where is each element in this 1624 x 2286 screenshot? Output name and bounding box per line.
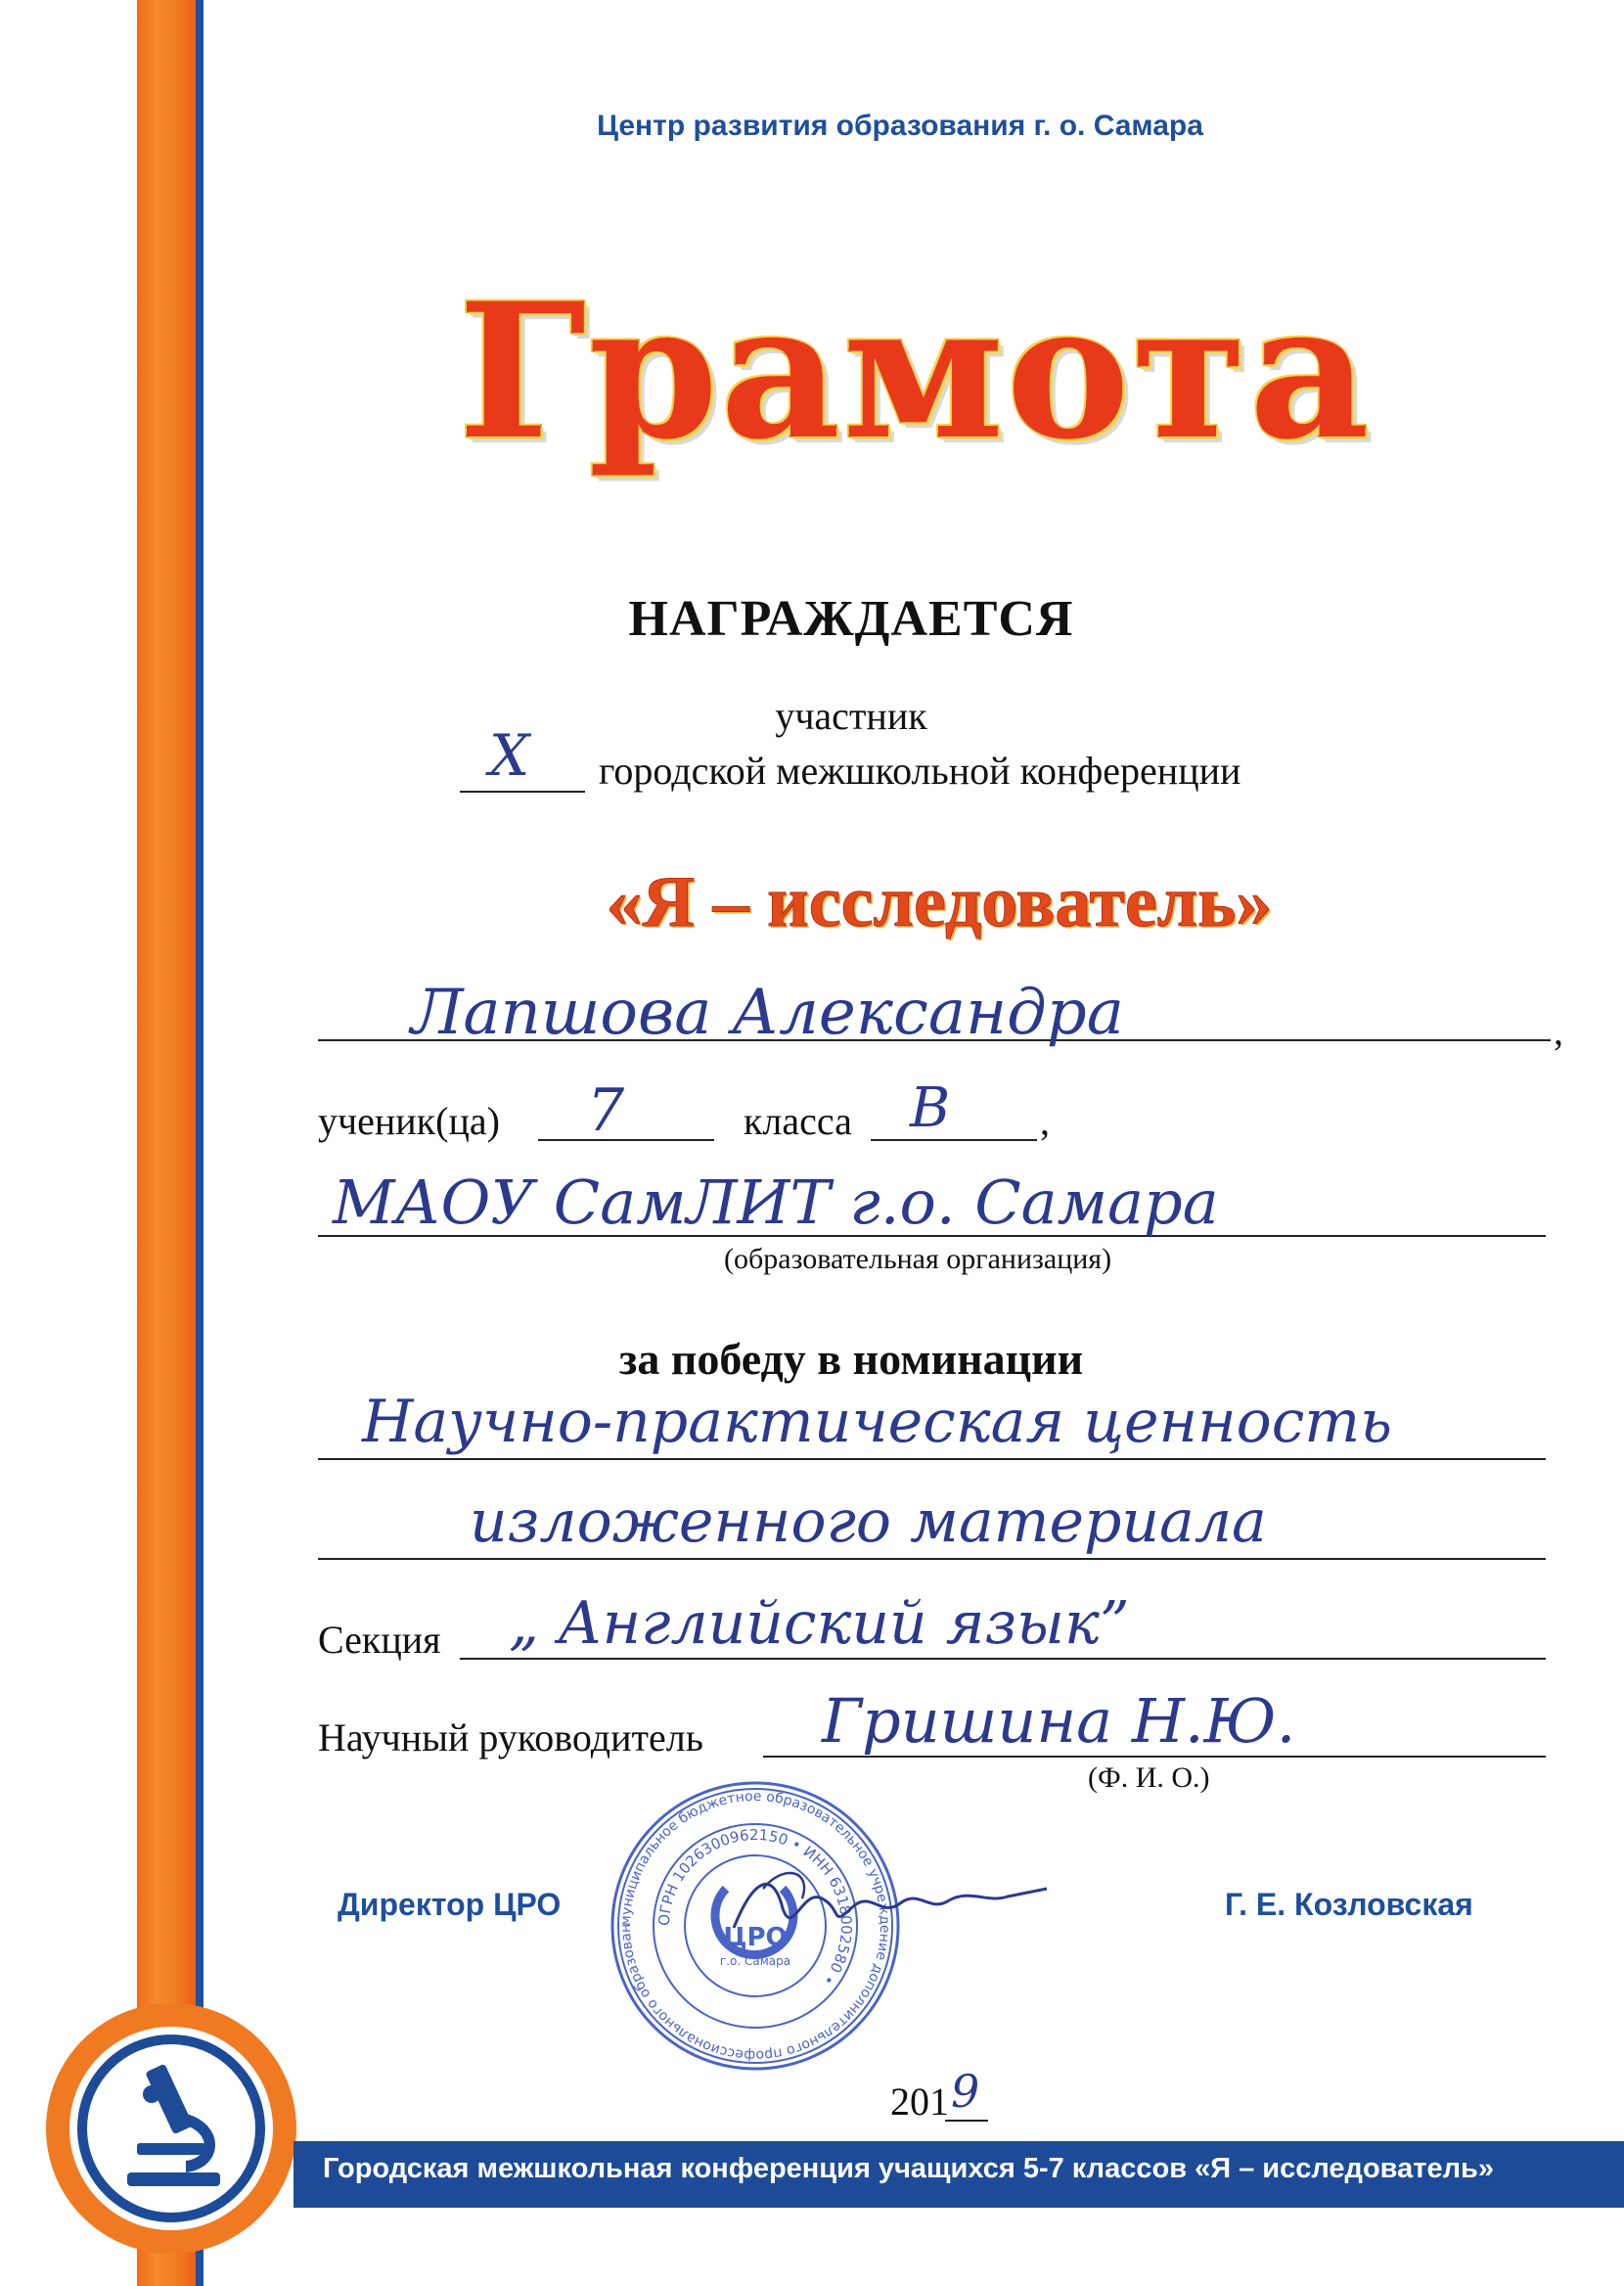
conference-name: «Я – исследователь»: [606, 862, 1273, 942]
footer-text: Городская межшкольная конференция учащихся 5-7 классов «Я – исследователь»: [323, 2153, 1494, 2184]
certificate-title: Грамота: [458, 262, 1372, 480]
supervisor-caption: (Ф. И. О.): [1088, 1761, 1210, 1794]
section-line: [460, 1658, 1546, 1660]
nomination-line-1: [318, 1458, 1546, 1460]
student-label: ученик(ца): [318, 1099, 500, 1143]
year-printed: 201: [890, 2080, 949, 2124]
year-handwritten: 9: [951, 2065, 980, 2118]
stamp-outer-text: муниципальное бюджетное образовательное учреждение дополнительного профессионального образован: [617, 1788, 893, 2064]
school-handwritten: МАОУ СамЛИТ г.о. Самара: [333, 1166, 1219, 1238]
grade-line: [538, 1139, 714, 1141]
director-label: Директор ЦРО: [338, 1887, 562, 1922]
participant-word: участник: [775, 694, 927, 738]
director-signature: [724, 1859, 1057, 1952]
conference-emblem: [39, 1996, 303, 2261]
student-name-handwritten: Лапшова Александра: [411, 977, 1124, 1049]
director-name: Г. Е. Козловская: [1225, 1887, 1473, 1922]
year-line: [945, 2120, 988, 2122]
organization-header: Центр развития образования г. о. Самара: [597, 110, 1203, 142]
section-label: Секция: [318, 1618, 441, 1662]
supervisor-label: Научный руководитель: [318, 1715, 703, 1760]
nomination-line1-handwritten: Научно-практическая ценность: [362, 1388, 1392, 1456]
conference-text: городской межшкольной конференции: [599, 749, 1241, 793]
school-caption: (образовательная организация): [724, 1243, 1112, 1275]
class-label: класса: [744, 1099, 852, 1143]
supervisor-handwritten: Гришина Н.Ю.: [822, 1685, 1296, 1757]
left-blue-stripe: [196, 0, 203, 2286]
stamp-center-city: г.о. Самара: [719, 1954, 791, 1968]
conference-number-line: [460, 791, 585, 793]
awarded-heading: НАГРАЖДАЕТСЯ: [628, 591, 1074, 647]
section-handwritten: „ Английский язык”: [509, 1589, 1130, 1658]
nomination-line2-handwritten: изложенного материала: [470, 1487, 1267, 1556]
class-letter-line: [871, 1139, 1037, 1141]
left-orange-stripe: [137, 0, 196, 2286]
grade-handwritten: 7: [587, 1076, 625, 1145]
nomination-line-2: [318, 1558, 1546, 1560]
conference-number-handwritten: X: [489, 722, 530, 789]
class-letter-handwritten: В: [910, 1076, 951, 1140]
stamp-inner-text: ОГРН 1026300962150 • ИНН 6318002580 •: [654, 1825, 856, 1989]
for-victory-heading: за победу в номинации: [618, 1334, 1084, 1384]
stamp-center-label: ЦРО: [723, 1923, 788, 1952]
